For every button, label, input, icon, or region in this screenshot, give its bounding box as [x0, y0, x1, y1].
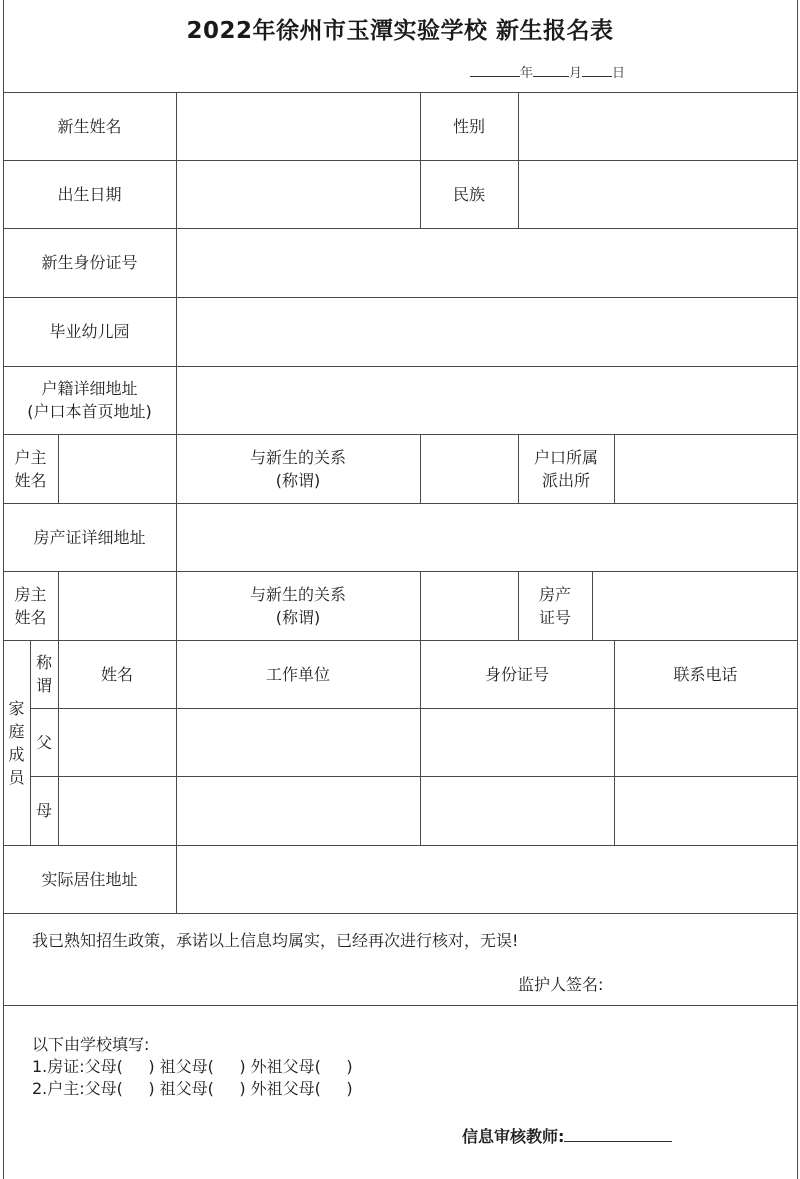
police-station-label-line1: 户口所属	[533, 447, 598, 467]
father-phone-field[interactable]	[614, 708, 797, 776]
kindergarten-field[interactable]	[176, 297, 797, 366]
birth-date-label: 出生日期	[57, 184, 122, 204]
owner-name-field[interactable]	[58, 571, 176, 640]
mother-name-field[interactable]	[58, 776, 176, 845]
owner-relation-label-line2: (称谓)	[275, 607, 321, 627]
mother-work-field[interactable]	[176, 776, 420, 845]
police-station-label-line2: 派出所	[541, 470, 590, 490]
school-fill-section	[32, 1034, 353, 1100]
student-name-label: 新生姓名	[57, 116, 122, 136]
title-header-line1: 称	[35, 653, 52, 672]
day-blank[interactable]	[582, 64, 612, 77]
work-unit-column-header: 工作单位	[265, 664, 330, 684]
residence-field[interactable]	[176, 845, 797, 913]
family-members-label	[3, 640, 30, 845]
owner-relation-label-line1: 与新生的关系	[249, 584, 346, 604]
householder-relation-label-line2: (称谓)	[275, 470, 321, 490]
grid-line	[3, 1005, 798, 1006]
property-cert-label-line1: 房产	[538, 584, 571, 604]
householder-name-field[interactable]	[58, 434, 176, 503]
year-blank[interactable]	[470, 64, 520, 77]
grid-line	[3, 913, 798, 914]
ethnicity-label: 民族	[452, 184, 485, 204]
hukou-address-field[interactable]	[176, 366, 797, 434]
month-blank[interactable]	[533, 64, 569, 77]
family-char: 庭	[8, 721, 25, 741]
mother-id-field[interactable]	[420, 776, 614, 845]
owner-relation-label	[176, 571, 420, 640]
gender-label: 性别	[452, 116, 485, 136]
id-column-header: 身份证号	[484, 664, 549, 684]
gender-field[interactable]	[518, 92, 797, 160]
mother-phone-field[interactable]	[614, 776, 797, 845]
grid-line	[797, 0, 798, 1179]
property-address-label: 房产证详细地址	[33, 527, 146, 547]
pledge-text: 我已熟知招生政策，承诺以上信息均属实，已经再次进行核对，无误!	[32, 931, 519, 950]
property-address-field[interactable]	[176, 503, 797, 571]
householder-relation-label	[176, 434, 420, 503]
property-cert-label-line2: 证号	[538, 607, 571, 627]
reviewing-teacher	[462, 1124, 672, 1147]
reviewing-teacher-blank[interactable]	[564, 1127, 672, 1142]
kindergarten-label: 毕业幼儿园	[49, 322, 130, 341]
school-fill-line2: 2.户主:父母( ) 祖父母( ) 外祖父母( )	[32, 1079, 353, 1098]
father-name-field[interactable]	[58, 708, 176, 776]
student-name-field[interactable]	[176, 92, 420, 160]
owner-relation-field[interactable]	[420, 571, 518, 640]
family-char: 家	[8, 698, 25, 718]
ethnicity-field[interactable]	[518, 160, 797, 228]
father-work-field[interactable]	[176, 708, 420, 776]
hukou-address-label-line2: (户口本首页地址)	[27, 402, 152, 421]
police-station-field[interactable]	[614, 434, 797, 503]
householder-label	[3, 434, 58, 503]
date-line	[470, 62, 625, 81]
family-char: 成	[8, 744, 25, 764]
property-cert-label	[518, 571, 592, 640]
phone-column-header: 联系电话	[673, 664, 738, 684]
guardian-signature-label: 监护人签名:	[518, 975, 604, 994]
birth-date-field[interactable]	[176, 160, 420, 228]
property-cert-field[interactable]	[592, 571, 797, 640]
householder-relation-field[interactable]	[420, 434, 518, 503]
id-number-label: 新生身份证号	[41, 253, 138, 272]
police-station-label	[518, 434, 614, 503]
school-fill-line1: 1.房证:父母( ) 祖父母( ) 外祖父母( )	[32, 1057, 353, 1076]
title-column-header	[30, 640, 58, 708]
father-label: 父	[35, 732, 52, 752]
householder-label-line1: 户主	[14, 447, 47, 467]
householder-relation-label-line1: 与新生的关系	[249, 447, 346, 467]
month-label: 月	[569, 66, 583, 81]
school-fill-heading: 以下由学校填写:	[32, 1035, 150, 1054]
reviewing-teacher-label: 信息审核教师:	[462, 1127, 565, 1146]
mother-label: 母	[35, 801, 52, 820]
hukou-address-label	[3, 366, 176, 434]
id-number-field[interactable]	[176, 228, 797, 297]
title-header-line2: 谓	[35, 676, 52, 695]
form-title: 2022年徐州市玉潭实验学校 新生报名表	[186, 18, 614, 44]
year-label: 年	[520, 66, 534, 81]
owner-label-line1: 房主	[14, 584, 47, 604]
name-column-header: 姓名	[100, 664, 133, 684]
hukou-address-label-line1: 户籍详细地址	[41, 379, 138, 398]
day-label: 日	[612, 66, 626, 81]
family-char: 员	[8, 767, 25, 787]
householder-label-line2: 姓名	[14, 470, 47, 490]
owner-label	[3, 571, 58, 640]
owner-label-line2: 姓名	[14, 607, 47, 627]
residence-label: 实际居住地址	[41, 869, 138, 889]
father-id-field[interactable]	[420, 708, 614, 776]
